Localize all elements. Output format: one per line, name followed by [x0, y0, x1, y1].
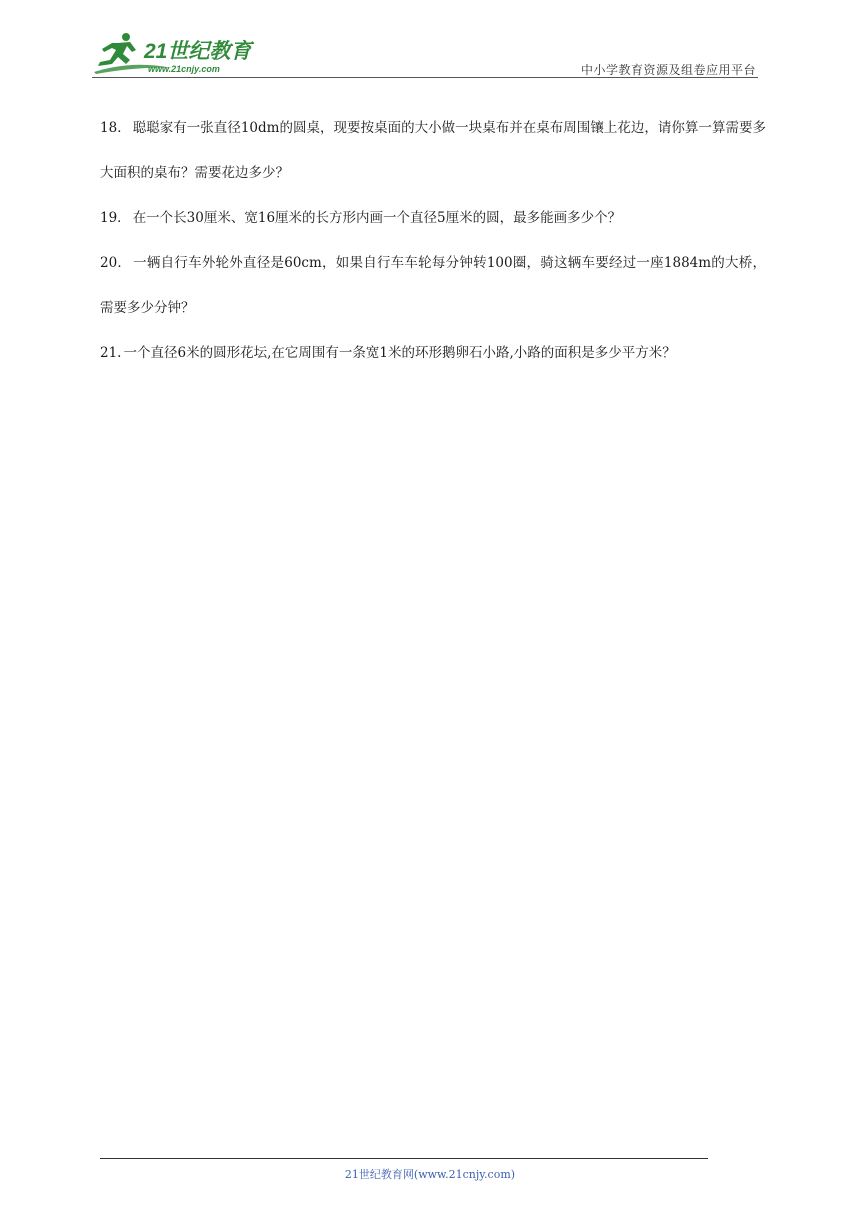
- question-text: 在一个长30厘米、宽16厘米的长方形内画一个直径5厘米的圆，最多能画多少个？: [132, 210, 622, 226]
- logo-url-text: www.21cnjy.com: [148, 64, 220, 74]
- question-text: 一个直径6米的圆形花坛,在它周围有一条宽1米的环形鹅卵石小路,小路的面积是多少平方米？: [123, 345, 676, 361]
- question-20: [100, 241, 766, 331]
- site-logo: [92, 30, 262, 76]
- question-number: 19．: [100, 210, 131, 226]
- runner-icon: [98, 33, 136, 66]
- question-number: 20．: [100, 255, 132, 271]
- question-list: [100, 106, 766, 376]
- logo-main-text: 21世纪教育: [144, 40, 252, 63]
- header-tagline: 中小学教育资源及组卷应用平台: [580, 63, 756, 77]
- page-header: [92, 30, 758, 78]
- question-number: 21.: [100, 345, 122, 361]
- question-text: 聪聪家有一张直径10dm的圆桌，现要按桌面的大小做一块桌布并在桌布周围镶上花边，请你算一算需要多大面积的桌布？需要花边多少？: [100, 120, 766, 181]
- question-21: [100, 331, 766, 376]
- footer-divider: [100, 1158, 708, 1159]
- question-text: 一辆自行车外轮外直径是60cm，如果自行车车轮每分钟转100圈，骑这辆车要经过一座1884m的大桥，需要多少分钟？: [100, 255, 766, 316]
- question-18: [100, 106, 766, 196]
- header-divider: [92, 77, 758, 78]
- question-number: 18．: [100, 120, 131, 136]
- footer-link[interactable]: 21世纪教育网(www.21cnjy.com): [344, 1168, 516, 1181]
- question-19: [100, 196, 766, 241]
